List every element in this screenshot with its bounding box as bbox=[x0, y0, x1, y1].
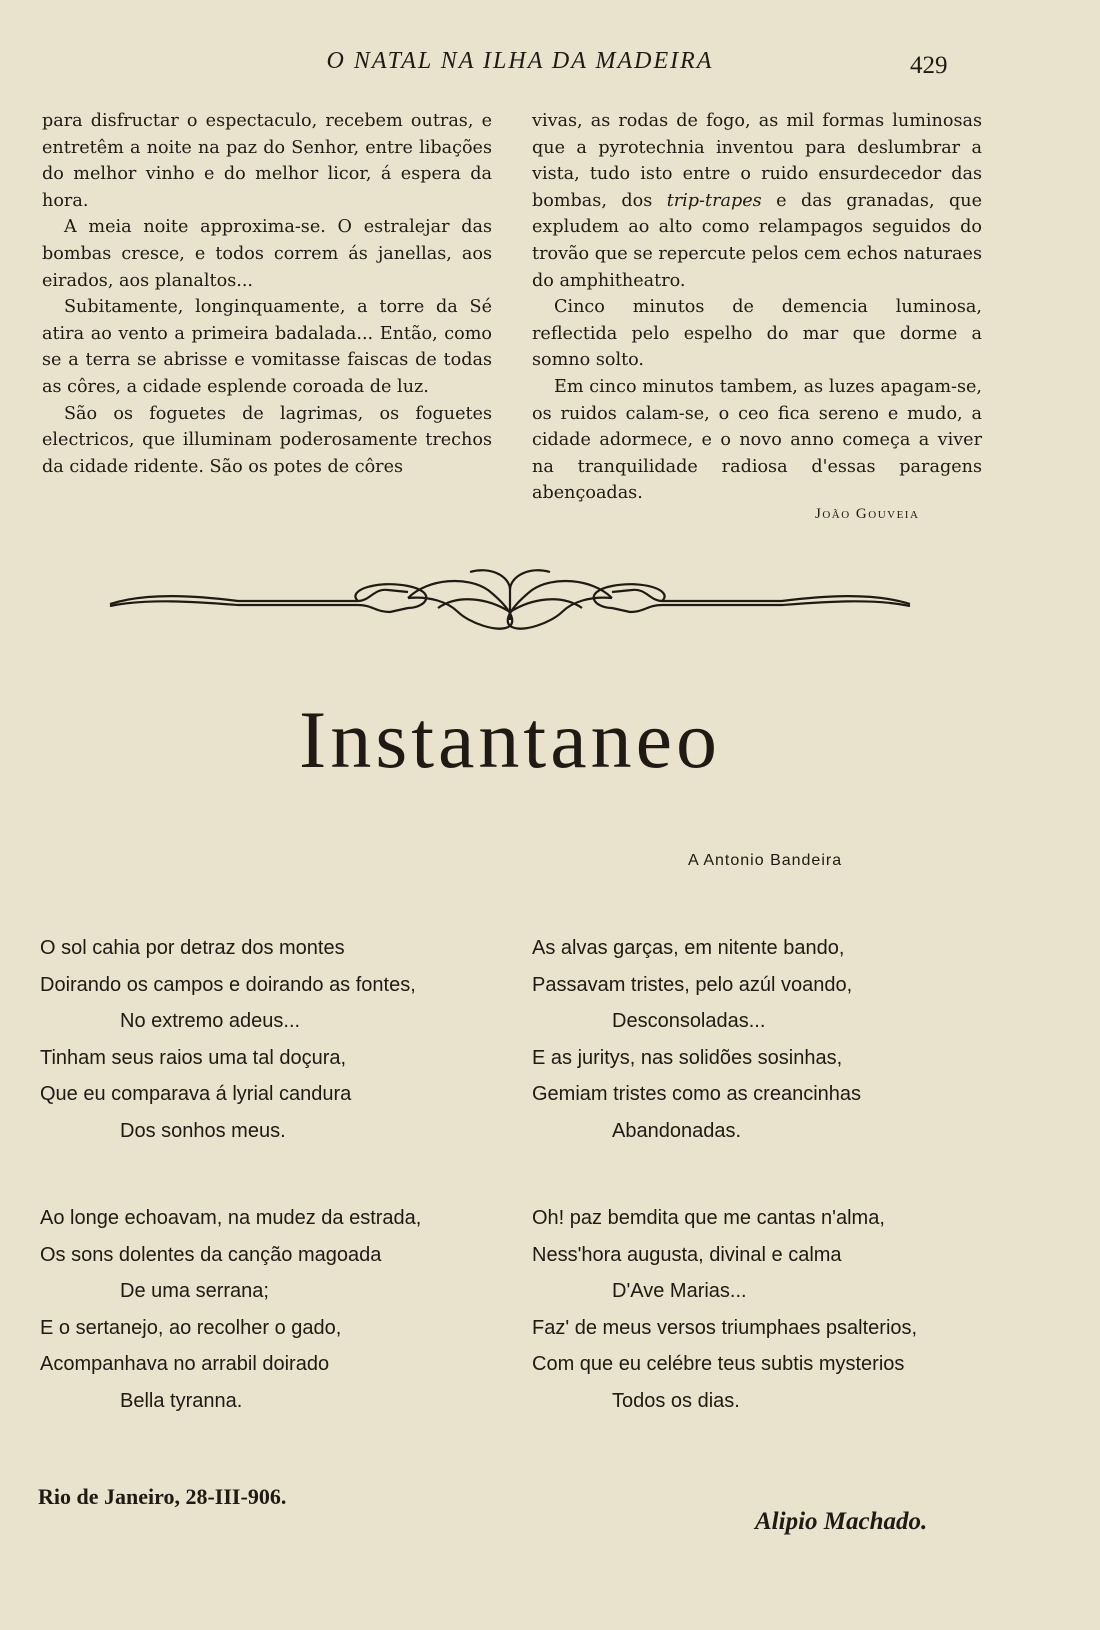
verse-line: Ao longe echoavam, na mudez da estrada, bbox=[40, 1207, 422, 1229]
verse-line: D'Ave Marias... bbox=[612, 1280, 747, 1302]
article-author: João Gouveia bbox=[815, 506, 920, 522]
poem-title: Instantaneo bbox=[299, 694, 721, 785]
verse-line: Faz' de meus versos triumphaes psalterios, bbox=[532, 1316, 918, 1339]
verse-line: Acompanhava no arrabil doirado bbox=[40, 1353, 330, 1375]
verse-line: Doirando os campos e doirando as fontes, bbox=[40, 973, 416, 996]
verse-line: Bella tyranna. bbox=[120, 1389, 243, 1412]
verse-line: Os sons dolentes da canção magoada bbox=[40, 1243, 382, 1266]
poem-dedication: A Antonio Bandeira bbox=[688, 852, 843, 869]
verse-line: Abandonadas. bbox=[612, 1119, 742, 1142]
article-paragraph: Em cinco minutos tambem, as luzes apagam-se, os ruidos calam-se, o ceo fica sereno e mudo, a cidade adormece, e o novo anno começa a viver na tranquilidade radiosa d'essas paragens abençoadas. bbox=[532, 376, 982, 504]
page-number: 429 bbox=[910, 52, 948, 79]
poem-stanza-4 bbox=[532, 1200, 1002, 1419]
verse-line: Com que eu celébre teus subtis mysterios bbox=[532, 1353, 905, 1375]
decorative-divider-ornament bbox=[108, 568, 912, 634]
verse-line: Passavam tristes, pelo azúl voando, bbox=[532, 973, 853, 996]
poem-stanza-1 bbox=[40, 930, 510, 1149]
article-paragraph: Cinco minutos de demencia luminosa, reflectida pelo espelho do mar que dorme a somno solto. bbox=[532, 297, 982, 371]
poem-stanza-2 bbox=[532, 930, 1002, 1149]
article-paragraph: para disfructar o espectaculo, recebem outras, e entretêm a noite na paz do Senhor, entre libações do melhor vinho e do melhor licor, á espera da hora. bbox=[42, 111, 492, 211]
verse-line: De uma serrana; bbox=[120, 1280, 269, 1302]
verse-line: As alvas garças, em nitente bando, bbox=[532, 937, 845, 959]
verse-line: Gemiam tristes como as creancinhas bbox=[532, 1083, 862, 1105]
article-right-column bbox=[532, 108, 982, 507]
verse-line: Ness'hora augusta, divinal e calma bbox=[532, 1243, 842, 1266]
article-paragraph: vivas, as rodas de fogo, as mil formas luminosas que a pyrotechnia inventou para deslumbrar a vista, tudo isto entre o ruido ensurdecedor das bombas, dos trip-trapes e das granadas, que expludem ao alto como relampagos seguidos do trovão que se repercute pelos cem echos naturaes do amphitheatro. bbox=[532, 111, 982, 291]
verse-line: Desconsoladas... bbox=[612, 1010, 766, 1032]
poem-stanza-3 bbox=[40, 1200, 510, 1419]
verse-line: Todos os dias. bbox=[612, 1389, 740, 1412]
verse-line: Oh! paz bemdita que me cantas n'alma, bbox=[532, 1207, 885, 1229]
verse-line: E as juritys, nas solidões sosinhas, bbox=[532, 1046, 843, 1069]
article-paragraph: Subitamente, longinquamente, a torre da Sé atira ao vento a primeira badalada... Então, como se a terra se abrisse e vomitasse faiscas de todas as côres, a cidade esplende coroada de luz. bbox=[42, 297, 492, 397]
running-header-title: O NATAL NA ILHA DA MADEIRA bbox=[326, 48, 714, 74]
poem-signature: Alipio Machado. bbox=[755, 1508, 928, 1535]
article-left-column bbox=[42, 108, 492, 480]
article-paragraph: São os foguetes de lagrimas, os foguetes electricos, que illuminam poderosamente trechos da cidade ridente. São os potes de côres bbox=[42, 403, 492, 477]
verse-line: Que eu comparava á lyrial candura bbox=[40, 1083, 352, 1105]
italic-term: trip-trapes bbox=[666, 190, 762, 211]
verse-line: O sol cahia por detraz dos montes bbox=[40, 937, 345, 959]
poem-place-date: Rio de Janeiro, 28-III-906. bbox=[38, 1484, 287, 1509]
verse-line: E o sertanejo, ao recolher o gado, bbox=[40, 1316, 342, 1339]
verse-line: Dos sonhos meus. bbox=[120, 1119, 286, 1142]
verse-line: Tinham seus raios uma tal doçura, bbox=[40, 1046, 347, 1069]
verse-line: No extremo adeus... bbox=[120, 1010, 301, 1032]
article-paragraph: A meia noite approxima-se. O estralejar das bombas cresce, e todos correm ás janellas, aos eirados, aos planaltos... bbox=[42, 217, 492, 291]
